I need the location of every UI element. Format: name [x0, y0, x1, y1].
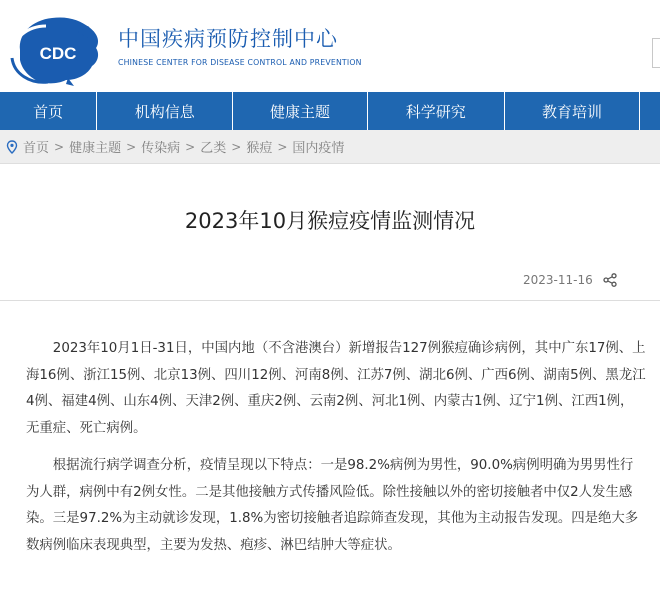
- nav-item-overflow[interactable]: [640, 92, 660, 130]
- breadcrumb-separator: >: [54, 139, 65, 154]
- title-divider: [0, 300, 660, 301]
- nav-item-org-info[interactable]: 机构信息: [97, 92, 233, 130]
- org-name-en: CHINESE CENTER FOR DISEASE CONTROL AND PREVENTION: [118, 58, 362, 67]
- breadcrumb-health-topics[interactable]: 健康主题: [69, 141, 122, 156]
- article-body: [26, 336, 646, 570]
- cdc-logo[interactable]: [8, 12, 104, 88]
- breadcrumb-separator: >: [185, 139, 196, 154]
- share-icon[interactable]: [603, 273, 617, 287]
- location-pin-icon: [6, 140, 18, 154]
- brand-block[interactable]: [118, 26, 369, 67]
- article-paragraph: 根据流行病学调查分析，疫情呈现以下特点：一是98.2%病例为男性，90.0%病例明确为男男性行为人群，病例中有2例女性。二是其他接触方式传播风险低。除性接触以外的密切接触者中仅2人发生感染。三是97.2%为主动就诊发现，1.8%为密切接触者追踪筛查发现，其他为主动报告发现。四是绝大多数病例临床表现典型，主要为发热、疱疹、淋巴结肿大等症状。: [26, 457, 639, 553]
- site-header: [0, 0, 660, 92]
- nav-item-education[interactable]: 教育培训: [505, 92, 641, 130]
- article-meta: [523, 273, 617, 287]
- cdc-logo-icon: [8, 12, 104, 88]
- breadcrumb-mpox[interactable]: 猴痘: [246, 141, 273, 156]
- breadcrumb-separator: >: [277, 139, 288, 154]
- breadcrumb-separator: >: [126, 139, 137, 154]
- breadcrumb-infectious-disease[interactable]: 传染病: [141, 141, 181, 156]
- breadcrumb: [0, 130, 660, 164]
- breadcrumb-home[interactable]: 首页: [23, 141, 50, 156]
- search-box-edge[interactable]: [652, 38, 660, 68]
- breadcrumb-class-b[interactable]: 乙类: [200, 141, 227, 156]
- org-name-cn: 中国疾病预防控制中心: [118, 27, 338, 51]
- article-paragraph: 2023年10月1日-31日，中国内地（不含港澳台）新增报告127例猴痘确诊病例，其中广东17例、上海16例、浙江15例、北京13例、四川12例、河南8例、江苏7例、湖北6例、广西6例、湖南5例、黑龙江4例、福建4例、山东4例、天津2例、重庆2例、云南2例、河北1例、内蒙古1例、辽宁1例、江西1例，无重症、死亡病例。: [26, 341, 646, 437]
- svg-text:CDC: CDC: [39, 44, 77, 63]
- nav-item-home[interactable]: 首页: [0, 92, 97, 130]
- main-nav: [0, 92, 660, 130]
- breadcrumb-separator: >: [231, 139, 242, 154]
- nav-item-research[interactable]: 科学研究: [368, 92, 505, 130]
- nav-item-health-topics[interactable]: 健康主题: [233, 92, 368, 130]
- publish-date: 2023-11-16: [523, 273, 593, 287]
- breadcrumb-domestic-epidemic[interactable]: 国内疫情: [292, 141, 345, 156]
- article-title: 2023年10月猴痘疫情监测情况: [184, 209, 476, 233]
